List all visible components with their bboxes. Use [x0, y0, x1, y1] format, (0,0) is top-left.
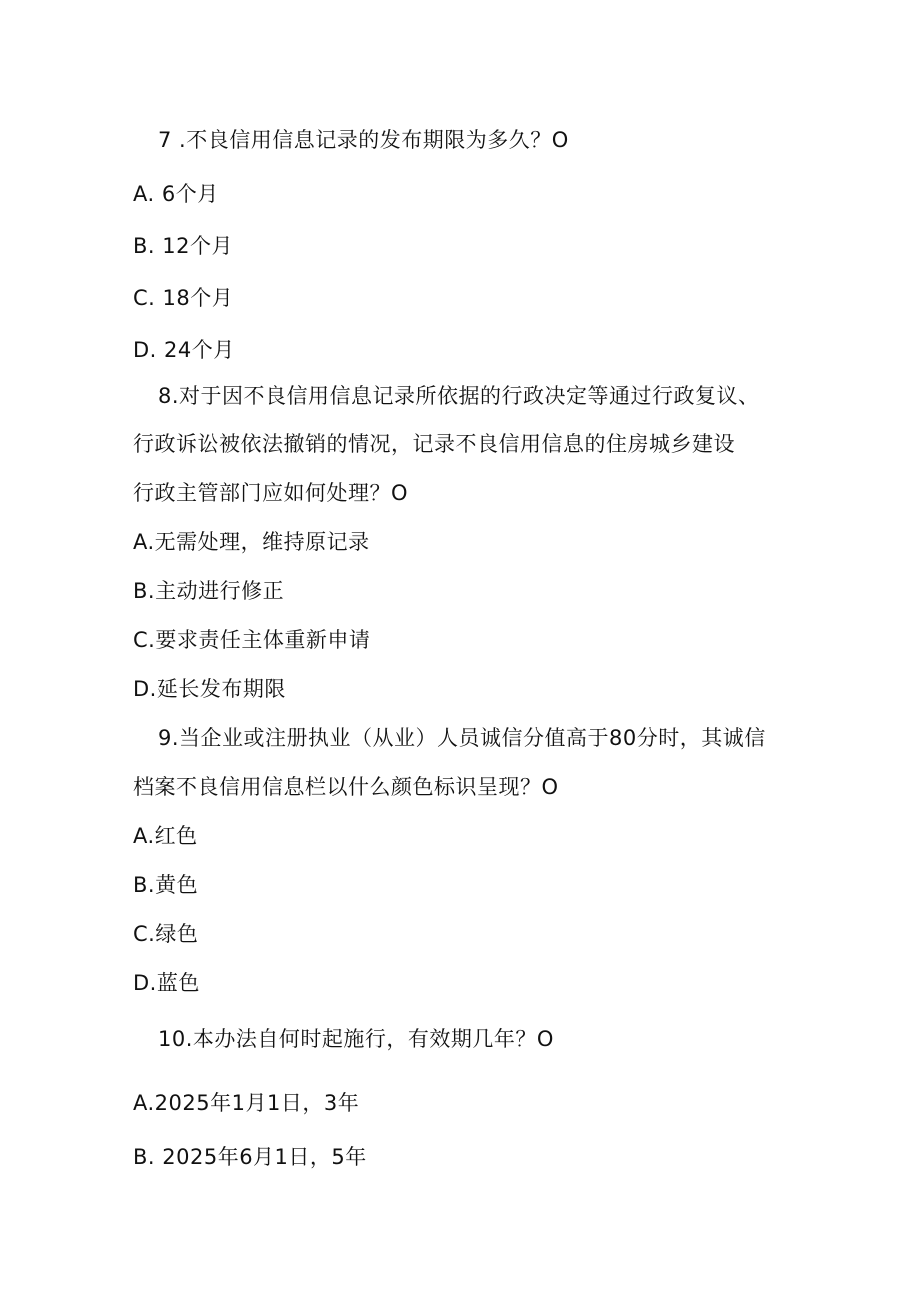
question-9-stem-line-2: 档案不良信用信息栏以什么颜色标识呈现？O: [133, 775, 559, 799]
question-8-option-c: C.要求责任主体重新申请: [133, 628, 371, 652]
question-8-option-d: D.延长发布期限: [133, 677, 286, 701]
question-10-option-a: A.2025年1月1日，3年: [133, 1091, 360, 1115]
question-9-option-d: D.蓝色: [133, 971, 200, 995]
question-7-option-a: A. 6个月: [133, 182, 219, 206]
question-7-stem: 7 .不良信用信息记录的发布期限为多久？O: [158, 128, 569, 152]
question-8-option-a: A.无需处理，维持原记录: [133, 530, 370, 554]
question-8-stem-line-3: 行政主管部门应如何处理？O: [133, 481, 409, 505]
question-7-option-c: C. 18个月: [133, 286, 234, 310]
question-10-stem: 10.本办法自何时起施行，有效期几年？O: [158, 1027, 554, 1051]
question-7-option-d: D. 24个月: [133, 338, 235, 362]
question-8-stem-line-1: 8.对于因不良信用信息记录所依据的行政决定等通过行政复议、: [158, 384, 760, 408]
question-8-stem-line-2: 行政诉讼被依法撤销的情况，记录不良信用信息的住房城乡建设: [133, 432, 735, 456]
question-10-option-b: B. 2025年6月1日，5年: [133, 1145, 367, 1169]
question-9-option-b: B.黄色: [133, 873, 199, 897]
question-7-option-b: B. 12个月: [133, 234, 233, 258]
question-9-option-c: C.绿色: [133, 922, 199, 946]
question-9-option-a: A.红色: [133, 824, 198, 848]
question-9-stem-line-1: 9.当企业或注册执业（从业）人员诚信分值高于80分时，其诚信: [158, 726, 766, 750]
question-8-option-b: B.主动进行修正: [133, 579, 285, 603]
